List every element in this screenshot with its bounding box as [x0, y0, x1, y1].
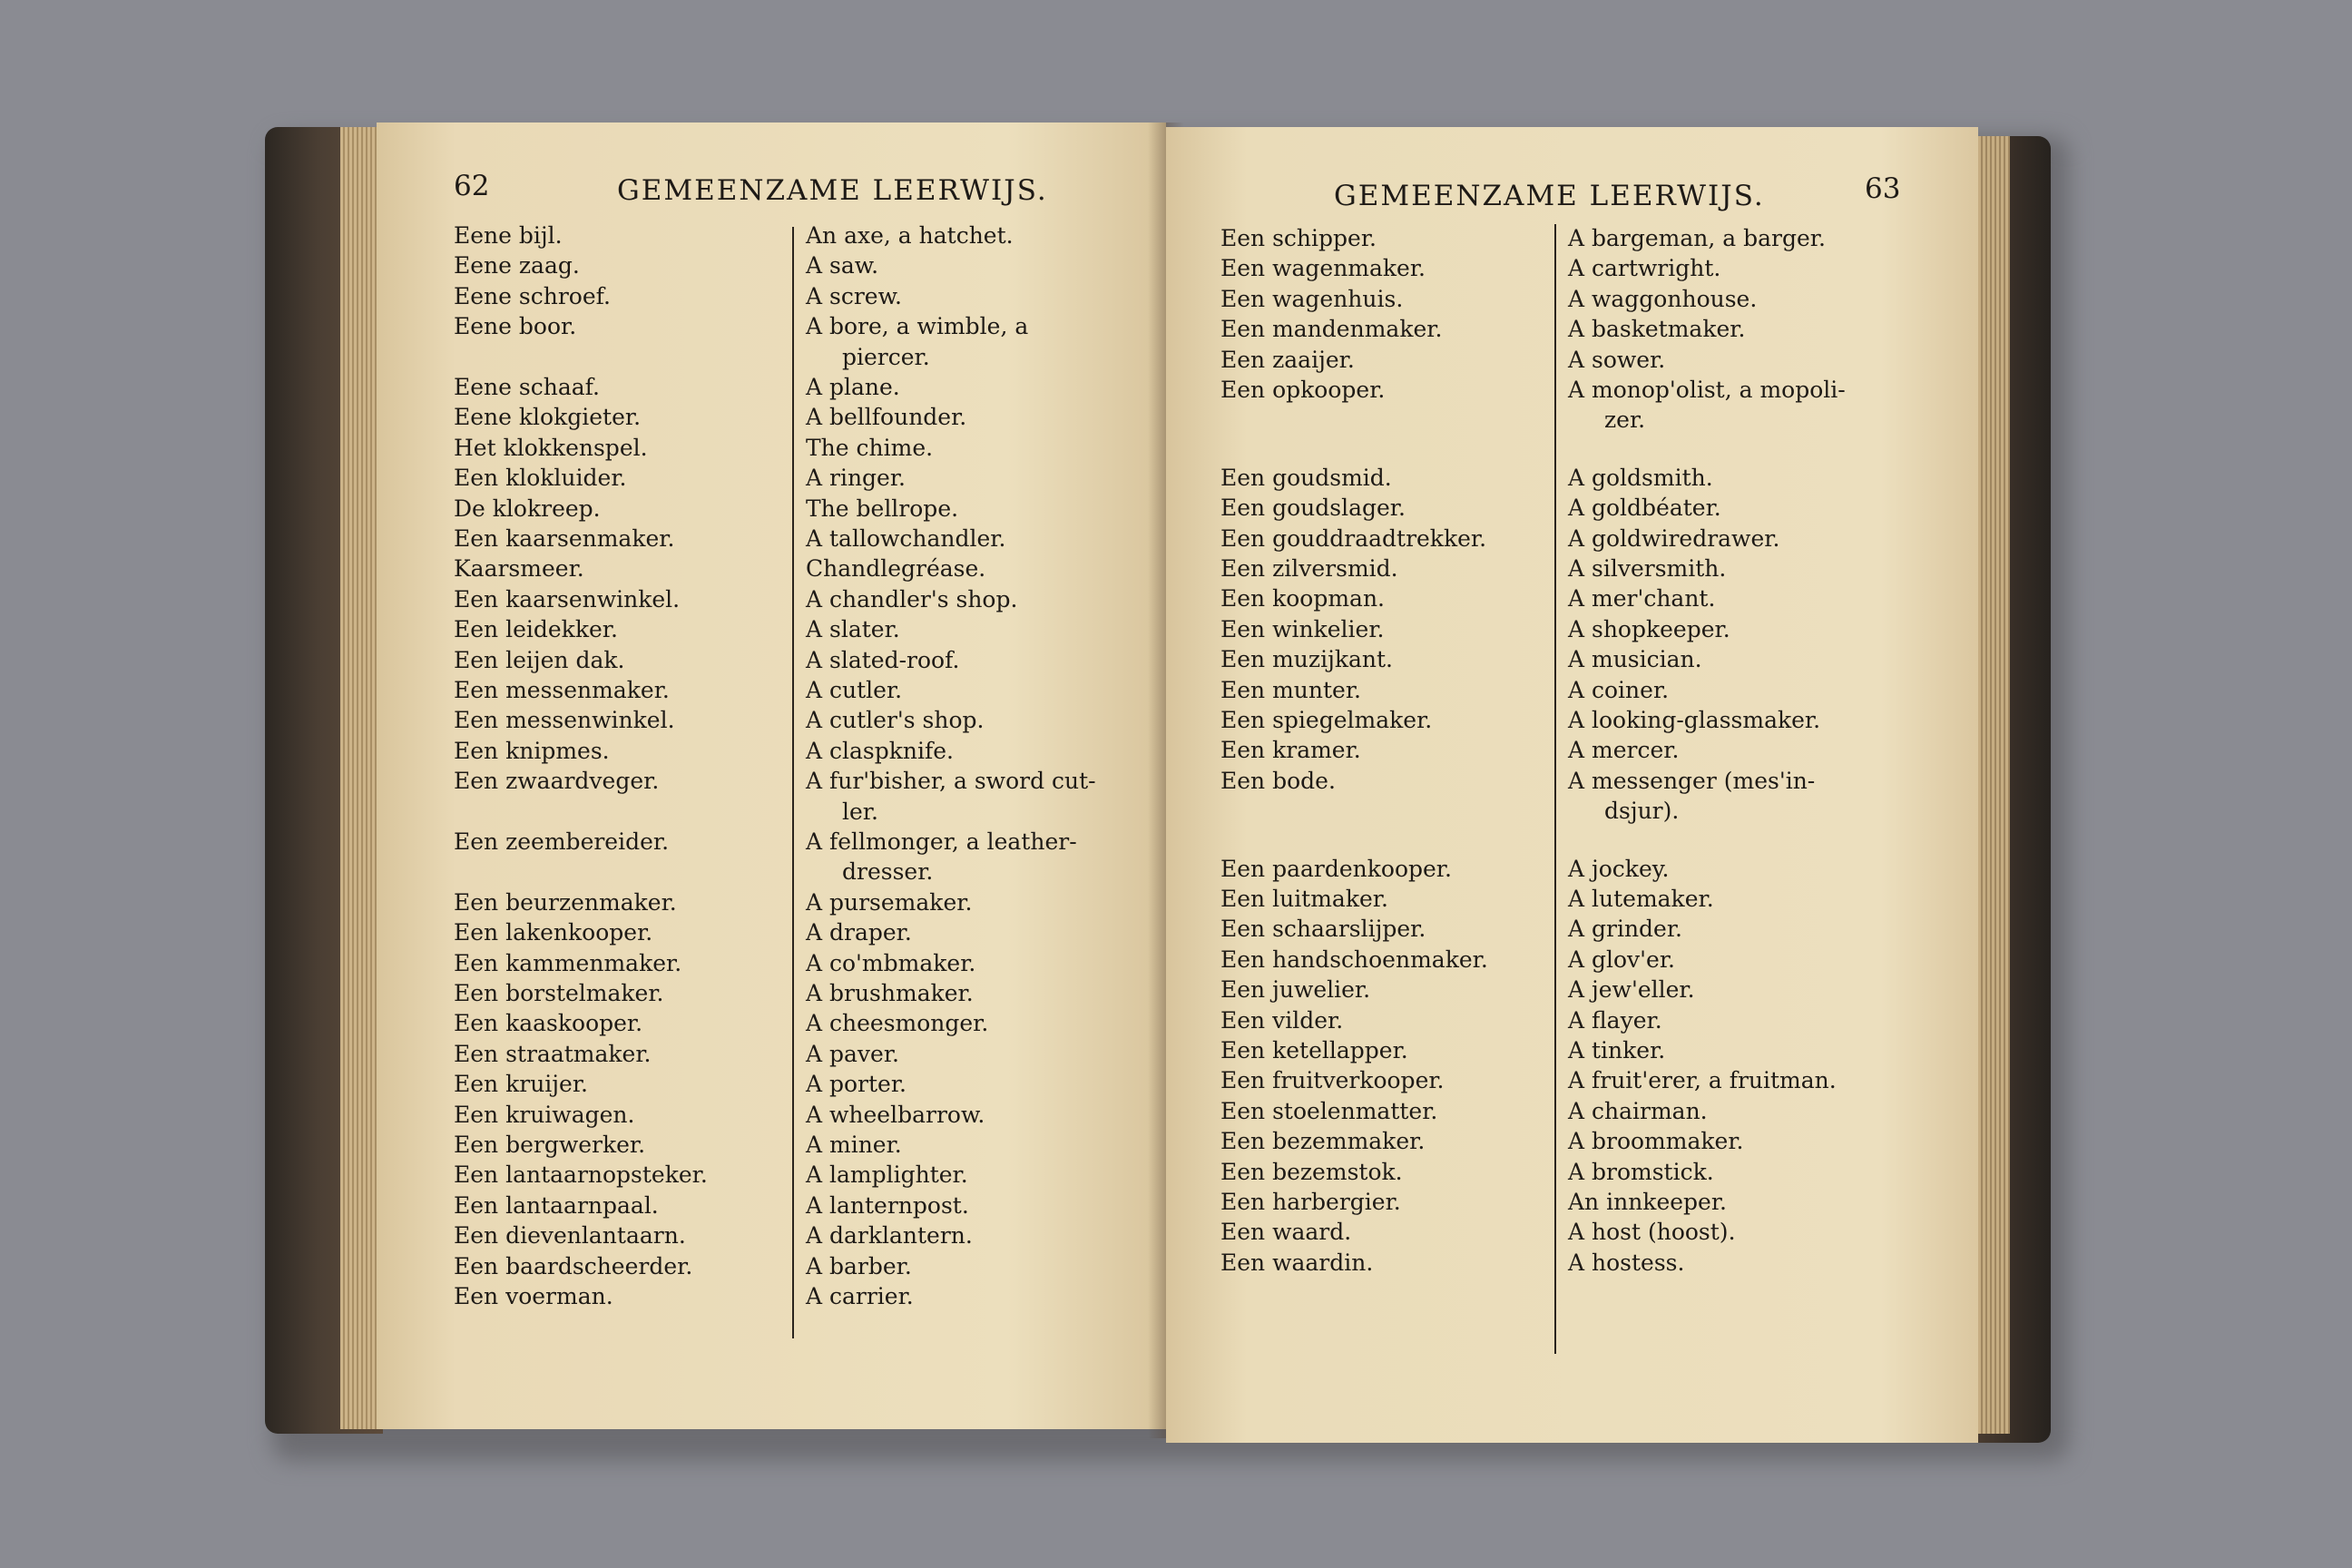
- dutch-term: Een schipper.: [1220, 225, 1377, 251]
- english-term: A wheelbarrow.: [806, 1101, 985, 1128]
- english-term: A lutemaker.: [1568, 886, 1714, 912]
- dutch-term: Een voerman.: [454, 1283, 613, 1309]
- english-term: A looking-glassmaker.: [1568, 707, 1821, 733]
- english-term: A musician.: [1568, 646, 1702, 673]
- english-term: A cheesmonger.: [806, 1010, 989, 1037]
- english-term: A tallowchandler.: [806, 525, 1006, 552]
- column-rule: [792, 227, 794, 1338]
- running-head: GEMEENZAME LEERWIJS.: [617, 174, 1048, 207]
- dutch-term: Een dievenlantaarn.: [454, 1222, 686, 1250]
- english-term: A mer'chant.: [1568, 585, 1716, 612]
- right-page: [1166, 127, 1978, 1443]
- english-term: A silversmith.: [1568, 555, 1727, 582]
- dutch-term: Een schaarslijper.: [1220, 916, 1426, 943]
- english-term: A paver.: [806, 1040, 899, 1067]
- english-term: A miner.: [806, 1132, 902, 1158]
- english-term: A messenger (mes'in-: [1568, 767, 1816, 794]
- english-term: A screw.: [806, 282, 902, 309]
- english-term: A draper.: [806, 919, 912, 946]
- dutch-term: Een knipmes.: [454, 737, 610, 764]
- english-term: A co'mbmaker.: [806, 949, 976, 976]
- dutch-term: Een baardscheerder.: [454, 1252, 693, 1279]
- dutch-term: Een vilder.: [1220, 1006, 1344, 1034]
- english-term: A monop'olist, a mopoli-: [1568, 377, 1846, 403]
- dutch-term: Een kramer.: [1220, 737, 1361, 764]
- english-term: A ringer.: [806, 465, 906, 492]
- dutch-term: Een wagenmaker.: [1220, 255, 1426, 282]
- english-term: A mercer.: [1568, 737, 1680, 764]
- dutch-term: Een zwaardveger.: [454, 768, 660, 795]
- english-term: A waggonhouse.: [1568, 285, 1758, 312]
- english-term: A sower.: [1568, 346, 1666, 373]
- dutch-term: Een juwelier.: [1220, 976, 1371, 1004]
- english-term: A claspknife.: [806, 737, 954, 764]
- english-term: A bromstick.: [1568, 1158, 1714, 1185]
- english-term: An axe, a hatchet.: [806, 222, 1014, 249]
- dutch-term: Een zilversmid.: [1220, 555, 1398, 582]
- dutch-term: Een lakenkooper.: [454, 919, 653, 946]
- english-term: A chairman.: [1568, 1097, 1708, 1124]
- english-term: A chandler's shop.: [806, 585, 1018, 612]
- english-term: An innkeeper.: [1568, 1189, 1727, 1215]
- dutch-term: Een kaarsenmaker.: [454, 525, 675, 552]
- dutch-term: Een paardenkooper.: [1220, 855, 1452, 882]
- dutch-term: Een luitmaker.: [1220, 886, 1388, 912]
- english-term: A saw.: [806, 252, 879, 279]
- english-term: A brushmaker.: [806, 980, 974, 1006]
- dutch-term: Een winkelier.: [1220, 615, 1385, 642]
- dutch-term: Een straatmaker.: [454, 1040, 652, 1067]
- dutch-term: Eene klokgieter.: [454, 404, 642, 431]
- dutch-term: Eene schroef.: [454, 282, 611, 309]
- dutch-term: Een bezemstok.: [1220, 1158, 1403, 1185]
- dutch-term: Een bode.: [1220, 767, 1336, 794]
- english-term: A pursemaker.: [806, 888, 973, 916]
- dutch-term: Een waardin.: [1220, 1249, 1374, 1276]
- dutch-term: Eene schaaf.: [454, 374, 600, 400]
- dutch-term: Een spiegelmaker.: [1220, 707, 1433, 733]
- english-term-continuation: piercer.: [842, 343, 930, 370]
- english-term: A carrier.: [806, 1283, 914, 1309]
- english-term: A bore, a wimble, a: [806, 313, 1029, 340]
- dutch-term: Een kaarsenwinkel.: [454, 585, 681, 612]
- dutch-term: De klokreep.: [454, 495, 601, 522]
- english-term: A cutler.: [806, 677, 903, 703]
- english-term: A fellmonger, a leather-: [806, 828, 1077, 855]
- english-term: A goldsmith.: [1568, 464, 1713, 491]
- english-term-continuation: zer.: [1604, 407, 1646, 434]
- english-term: A barber.: [806, 1252, 912, 1279]
- dutch-term: Een goudsmid.: [1220, 464, 1392, 491]
- english-term: A darklantern.: [806, 1222, 973, 1250]
- dutch-term: Een munter.: [1220, 676, 1361, 703]
- english-term-continuation: ler.: [842, 798, 878, 825]
- dutch-term: Een harbergier.: [1220, 1189, 1401, 1215]
- english-term: A fur'bisher, a sword cut-: [806, 768, 1096, 795]
- page-number: 62: [454, 170, 490, 202]
- dutch-term: Een goudslager.: [1220, 495, 1406, 522]
- dutch-term: Een kruiwagen.: [454, 1101, 635, 1128]
- running-head: GEMEENZAME LEERWIJS.: [1334, 180, 1765, 212]
- dutch-term: Een bergwerker.: [454, 1132, 646, 1158]
- english-term: The bellrope.: [806, 495, 959, 522]
- dutch-term: Een kammenmaker.: [454, 949, 682, 976]
- english-term-continuation: dresser.: [842, 858, 934, 886]
- english-term: A lanternpost.: [806, 1191, 969, 1219]
- dutch-term: Een leijen dak.: [454, 646, 625, 673]
- english-term: A bellfounder.: [806, 404, 967, 431]
- english-term: A basketmaker.: [1568, 316, 1746, 343]
- dutch-term: Een ketellapper.: [1220, 1037, 1408, 1063]
- english-term: A lamplighter.: [806, 1161, 968, 1189]
- dutch-term: Een lantaarnpaal.: [454, 1191, 659, 1219]
- dutch-term: Een beurzenmaker.: [454, 888, 677, 916]
- dutch-term: Een zaaijer.: [1220, 346, 1355, 373]
- dutch-term: Een wagenhuis.: [1220, 285, 1404, 312]
- english-term: A plane.: [806, 374, 900, 400]
- dutch-term: Een fruitverkooper.: [1220, 1067, 1445, 1094]
- english-term: A tinker.: [1568, 1037, 1666, 1063]
- dutch-term: Een stoelenmatter.: [1220, 1097, 1438, 1124]
- dutch-term: Eene zaag.: [454, 252, 580, 279]
- english-term: A fruit'erer, a fruitman.: [1568, 1067, 1837, 1094]
- column-rule: [1554, 224, 1556, 1354]
- english-term: A shopkeeper.: [1568, 615, 1730, 642]
- dutch-term: Een borstelmaker.: [454, 980, 664, 1006]
- dutch-term: Een handschoenmaker.: [1220, 946, 1488, 973]
- english-term-continuation: dsjur).: [1604, 798, 1680, 825]
- dutch-term: Eene boor.: [454, 313, 577, 340]
- dutch-term: Een kaaskooper.: [454, 1010, 643, 1037]
- dutch-term: Kaarsmeer.: [454, 555, 584, 583]
- english-term: A cutler's shop.: [806, 707, 985, 734]
- english-term: A grinder.: [1568, 916, 1683, 943]
- dutch-term: Een bezemmaker.: [1220, 1128, 1426, 1155]
- english-term: A slater.: [806, 616, 900, 643]
- dutch-term: Eene bijl.: [454, 222, 563, 249]
- english-term: A host (hoost).: [1568, 1219, 1736, 1246]
- dutch-term: Een opkooper.: [1220, 377, 1386, 403]
- english-term: A bargeman, a barger.: [1568, 225, 1826, 251]
- dutch-term: Een leidekker.: [454, 616, 618, 643]
- dutch-term: Een waard.: [1220, 1219, 1352, 1246]
- dutch-term: Een messenwinkel.: [454, 707, 675, 734]
- english-term: A cartwright.: [1568, 255, 1721, 282]
- english-term: A broommaker.: [1568, 1128, 1744, 1155]
- english-term: A slated-roof.: [806, 646, 960, 673]
- english-term: A glov'er.: [1568, 946, 1675, 973]
- dutch-term: Een klokluider.: [454, 465, 627, 492]
- english-term: A porter.: [806, 1071, 906, 1098]
- english-term: Chandlegréase.: [806, 555, 986, 583]
- dutch-term: Een mandenmaker.: [1220, 316, 1443, 343]
- english-term: A coiner.: [1568, 676, 1670, 703]
- english-term: A jew'eller.: [1568, 976, 1695, 1004]
- dutch-term: Een messenmaker.: [454, 677, 670, 703]
- dutch-term: Het klokkenspel.: [454, 434, 648, 461]
- english-term: The chime.: [806, 434, 934, 461]
- dutch-term: Een gouddraadtrekker.: [1220, 524, 1487, 552]
- dutch-term: Een kruijer.: [454, 1071, 588, 1098]
- dutch-term: Een muzijkant.: [1220, 646, 1393, 673]
- english-term: A goldwiredrawer.: [1568, 524, 1780, 552]
- left-page: [377, 122, 1166, 1429]
- page-number: 63: [1865, 172, 1901, 205]
- english-term: A flayer.: [1568, 1006, 1662, 1034]
- english-term: A hostess.: [1568, 1249, 1685, 1276]
- dutch-term: Een koopman.: [1220, 585, 1386, 612]
- dutch-term: Een zeembereider.: [454, 828, 670, 855]
- dutch-term: Een lantaarnopsteker.: [454, 1161, 708, 1189]
- english-term: A goldbéater.: [1568, 495, 1721, 522]
- english-term: A jockey.: [1568, 855, 1670, 882]
